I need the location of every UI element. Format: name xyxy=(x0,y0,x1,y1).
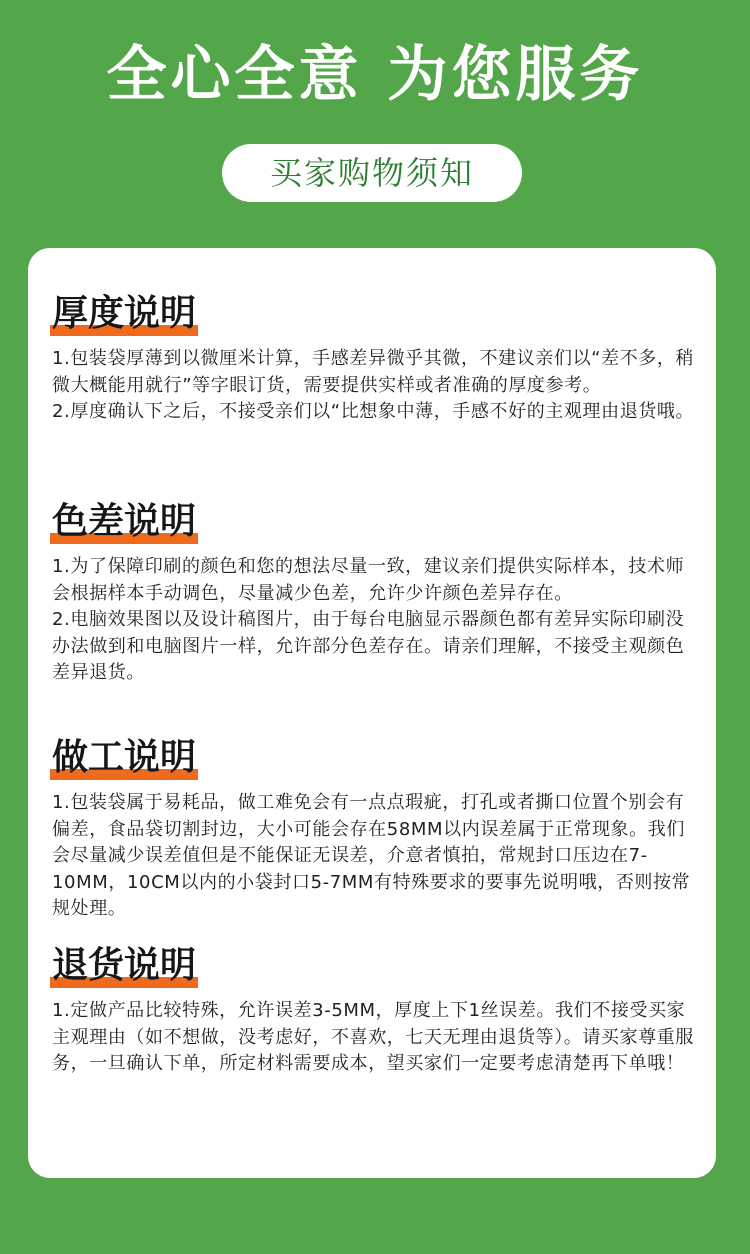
section-title xyxy=(52,290,196,338)
paragraph: 1.包装袋厚薄到以微厘米计算，手感差异微乎其微，不建议亲们以“差不多，稍微大概能用就行”等字眼订货，需要提供实样或者准确的厚度参考。 xyxy=(52,348,695,396)
section-body xyxy=(52,346,696,426)
section-thickness xyxy=(52,290,696,426)
section-body xyxy=(52,790,696,923)
section-title-text: 做工说明 xyxy=(52,737,197,778)
section-body xyxy=(52,998,696,1078)
section-title-text: 退货说明 xyxy=(52,945,197,986)
section-returns xyxy=(52,942,696,1078)
section-title xyxy=(52,942,196,990)
section-body xyxy=(52,554,696,687)
paragraph: 1.包装袋属于易耗品，做工难免会有一点点瑕疵，打孔或者撕口位置个别会有偏差，食品袋切割封边，大小可能会存在58MM以内误差属于正常现象。我们会尽量减少误差值但是不能保证无误差，介意者慎拍，常规封口压边在7-10MM，10CM以内的小袋封口5-7MM有特殊要求的要事先说明哦，否则按常规处理。 xyxy=(52,792,691,919)
section-title xyxy=(52,498,196,546)
notice-card xyxy=(28,248,716,1178)
page-title: 全心全意 为您服务 xyxy=(106,40,644,110)
paragraph: 2.厚度确认下之后，不接受亲们以“比想象中薄，手感不好的主观理由退货哦。 xyxy=(52,401,695,422)
section-color xyxy=(52,498,696,687)
subtitle-badge: 买家购物须知 xyxy=(222,144,522,202)
section-title-text: 厚度说明 xyxy=(52,293,197,334)
paragraph: 1.为了保障印刷的颜色和您的想法尽量一致，建议亲们提供实际样本，技术师会根据样本手动调色，尽量减少色差，允许少许颜色差异存在。 xyxy=(52,556,685,604)
section-title xyxy=(52,734,196,782)
paragraph: 1.定做产品比较特殊，允许误差3-5MM，厚度上下1丝误差。我们不接受买家主观理由（如不想做，没考虑好，不喜欢，七天无理由退货等）。请买家尊重服务，一旦确认下单，所定材料需要成本，望买家们一定要考虑清楚再下单哦！ xyxy=(52,1000,694,1074)
section-workmanship xyxy=(52,734,696,923)
paragraph: 2.电脑效果图以及设计稿图片，由于每台电脑显示器颜色都有差异实际印刷没办法做到和电脑图片一样，允许部分色差存在。请亲们理解，不接受主观颜色差异退货。 xyxy=(52,609,685,683)
section-title-text: 色差说明 xyxy=(52,501,197,542)
